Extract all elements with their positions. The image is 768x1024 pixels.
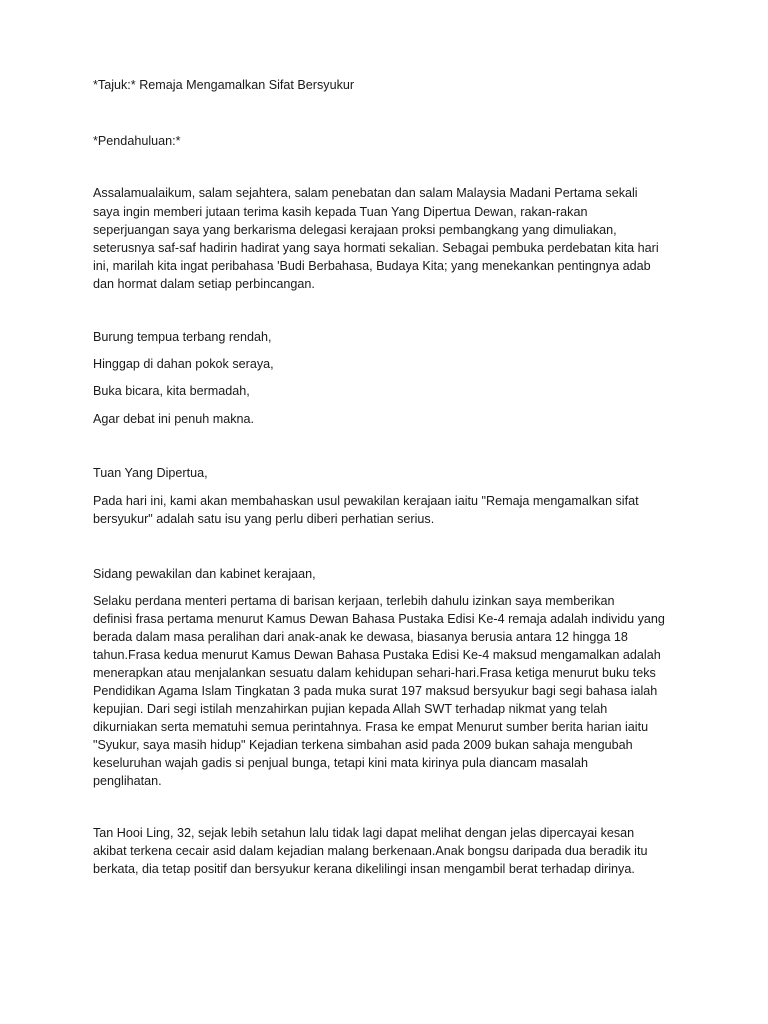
- paragraph-line: Tan Hooi Ling, 32, sejak lebih setahun lalu tidak lagi dapat melihat dengan jelas dipercayai kesan: [93, 826, 635, 840]
- pantun-line: Buka bicara, kita bermadah,: [93, 384, 250, 398]
- paragraph-line: berkata, dia tetap positif dan bersyukur kerana dikelilingi insan mengambil berat terhadap dirinya.: [93, 862, 635, 876]
- paragraph-line: seterusnya saf-saf hadirin hadirat yang saya hormati sekalian. Sebagai pembuka perdebatan kita hari: [93, 241, 659, 255]
- intro-heading: *Pendahuluan:*: [93, 134, 181, 148]
- pantun-line: Hinggap di dahan pokok seraya,: [93, 357, 274, 371]
- document-title: *Tajuk:* Remaja Mengamalkan Sifat Bersyukur: [93, 78, 355, 92]
- salutation: Sidang pewakilan dan kabinet kerajaan,: [93, 567, 316, 581]
- paragraph-line: keseluruhan wajah gadis si penjual bunga, tetapi kini mata kirinya pula diancam masalah: [93, 756, 588, 770]
- paragraph-line: Pada hari ini, kami akan membahaskan usul pewakilan kerajaan iaitu "Remaja mengamalkan sifat: [93, 494, 639, 508]
- paragraph-line: Pendidikan Agama Islam Tingkatan 3 pada muka surat 197 maksud bersyukur bagi segi bahasa ialah: [93, 684, 658, 698]
- paragraph-line: menerapkan atau menjalankan sesuatu dalam kehidupan sehari-hari.Frasa ketiga menurut buku teks: [93, 666, 656, 680]
- pantun-line: Agar debat ini penuh makna.: [93, 412, 255, 426]
- paragraph-line: dan hormat dalam setiap perbincangan.: [93, 277, 315, 291]
- paragraph-line: dikurniakan serta mematuhi semua perintahnya. Frasa ke empat Menurut sumber berita harian iaitu: [93, 720, 649, 734]
- paragraph-line: penglihatan.: [93, 774, 162, 788]
- paragraph-line: tahun.Frasa kedua menurut Kamus Dewan Bahasa Pustaka Edisi Ke-4 maksud mengamalkan adalah: [93, 648, 661, 662]
- paragraph-line: seperjuangan saya yang berkarisma delegasi kerajaan proksi pembangkang yang dimuliakan,: [93, 223, 617, 237]
- paragraph-line: ini, marilah kita ingat peribahasa 'Budi Berbahasa, Budaya Kita; yang menekankan pentingnya adab: [93, 259, 651, 273]
- paragraph-line: akibat terkena cecair asid dalam kejadian malang berkenaan.Anak bongsu daripada dua beradik itu: [93, 844, 648, 858]
- paragraph-line: saya ingin memberi jutaan terima kasih kepada Tuan Yang Dipertua Dewan, rakan-rakan: [93, 205, 588, 219]
- pantun-line: Burung tempua terbang rendah,: [93, 330, 272, 344]
- paragraph-line: "Syukur, saya masih hidup" Kejadian terkena simbahan asid pada 2009 bukan sahaja mengubah: [93, 738, 633, 752]
- paragraph-line: Assalamualaikum, salam sejahtera, salam penebatan dan salam Malaysia Madani Pertama sekali: [93, 186, 638, 200]
- paragraph-line: berada dalam masa peralihan dari anak-anak ke dewasa, biasanya berusia antara 12 hingga 18: [93, 630, 628, 644]
- paragraph-line: kepujian. Dari segi istilah menzahirkan pujian kepada Allah SWT terhadap nikmat yang telah: [93, 702, 608, 716]
- paragraph-line: definisi frasa pertama menurut Kamus Dewan Bahasa Pustaka Edisi Ke-4 remaja adalah individu yang: [93, 612, 665, 626]
- paragraph-line: Selaku perdana menteri pertama di barisan kerjaan, terlebih dahulu izinkan saya memberikan: [93, 594, 615, 608]
- salutation: Tuan Yang Dipertua,: [93, 466, 208, 480]
- paragraph-line: bersyukur" adalah satu isu yang perlu diberi perhatian serius.: [93, 512, 435, 526]
